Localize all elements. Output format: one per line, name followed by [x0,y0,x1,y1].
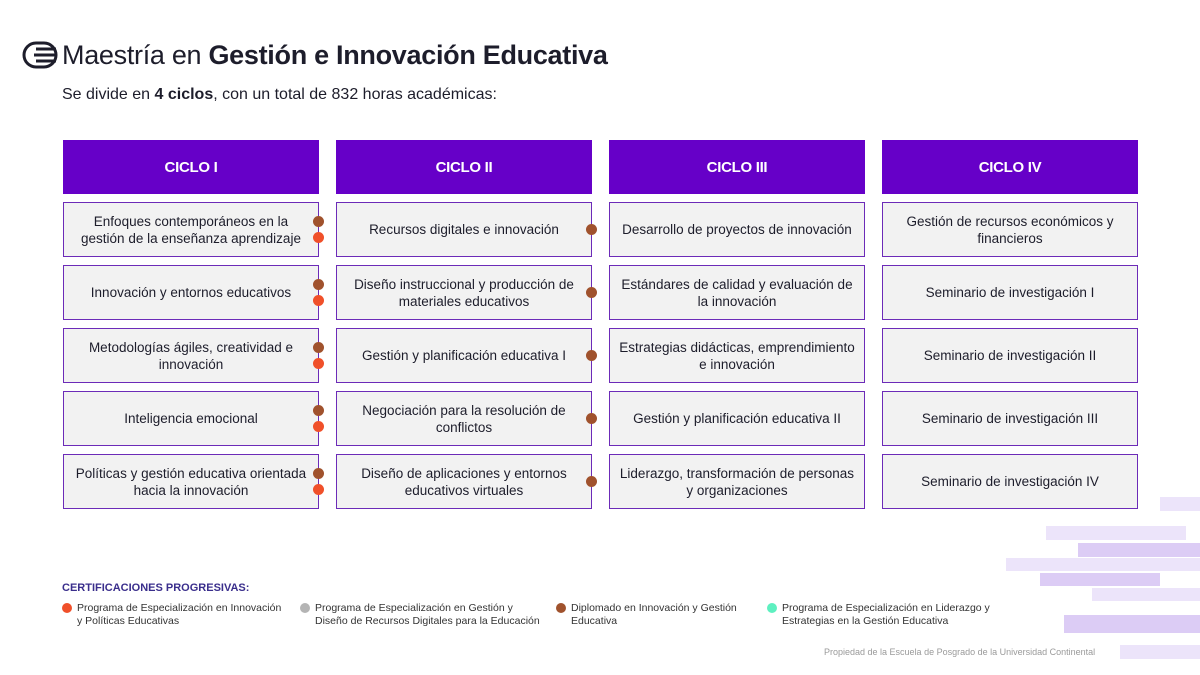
legend-dot-mint [767,603,777,613]
legend-line-2: Diseño de Recursos Digitales para la Educación [315,615,540,627]
certification-dot-brown [313,342,324,353]
certification-legend-item [300,602,540,628]
course-label: Seminario de investigación IV [921,474,1099,489]
course-box [63,202,319,257]
course-label: Metodologías ágiles, creatividad e innovación [88,339,294,372]
course-label: Inteligencia emocional [124,411,258,426]
decorative-bar [1092,588,1200,601]
certification-dot-brown [313,279,324,290]
cycle-column [609,140,865,509]
course-box [63,454,319,509]
course-box [336,391,592,446]
certification-dot-brown [313,405,324,416]
course-label: Gestión de recursos económicos y financieros [906,213,1114,246]
legend-line-2: y Políticas Educativas [77,615,180,627]
title-prefix: Maestría en [62,40,209,70]
legend-text [315,602,540,628]
course-label: Políticas y gestión educativa orientada hacia la innovación [75,465,307,498]
decorative-bar [1006,558,1200,571]
legend-dot-gray [300,603,310,613]
legend-line-2: Educativa [571,615,618,627]
cycle-header: CICLO I [63,140,319,194]
course-box [882,391,1138,446]
decorative-bar [1160,497,1200,511]
legend-line-1: Diplomado en Innovación y Gestión [571,602,737,614]
course-box [609,454,865,509]
cycle-column [336,140,592,509]
course-box [336,202,592,257]
page-title [62,38,608,72]
legend-line-1: Programa de Especialización en Innovación [77,602,282,614]
course-label: Diseño instruccional y producción de materiales educativos [354,276,574,309]
university-logo-icon [22,41,58,69]
course-box [63,265,319,320]
course-box [882,454,1138,509]
cycle-column [882,140,1138,509]
legend-text [782,602,990,628]
course-label: Seminario de investigación III [921,411,1099,426]
course-label: Estándares de calidad y evaluación de la innovación [621,276,853,309]
course-box [882,202,1138,257]
course-label: Recursos digitales e innovación [369,222,559,237]
cycle-header: CICLO III [609,140,865,194]
course-label: Desarrollo de proyectos de innovación [622,222,852,237]
legend-dot-brown [556,603,566,613]
legend-line-1: Programa de Especialización en Liderazgo y [782,602,990,614]
course-box [882,328,1138,383]
course-box [609,391,865,446]
decorative-bar [1040,573,1160,586]
certification-legend-item [556,602,737,628]
course-label: Liderazgo, transformación de personas y organizaciones [619,465,855,498]
certifications-title: CERTIFICACIONES PROGRESIVAS: [62,582,250,594]
course-label: Negociación para la resolución de conflictos [362,402,566,435]
course-label: Gestión y planificación educativa II [633,411,841,426]
cycle-column [63,140,319,509]
course-box [882,265,1138,320]
decorative-bar [1064,615,1200,633]
decorative-bar [1120,645,1200,659]
certification-dot-brown [586,224,597,235]
certification-dot-brown [313,468,324,479]
course-label: Seminario de investigación II [923,348,1097,363]
certification-dot-orange [313,232,324,243]
page-subtitle [62,85,497,105]
certification-dot-orange [313,358,324,369]
course-box [609,265,865,320]
course-label: Estrategias didácticas, emprendimiento e innovación [619,339,855,372]
certification-dot-brown [586,350,597,361]
certification-dot-brown [586,476,597,487]
footer-note: Propiedad de la Escuela de Posgrado de la Universidad Continental [824,647,1096,657]
subtitle-prefix: Se divide en [62,86,155,103]
decorative-bar [1078,543,1200,557]
legend-line-2: Estrategias en la Gestión Educativa [782,615,949,627]
decorative-bar [1046,526,1186,540]
course-box [336,454,592,509]
course-label: Gestión y planificación educativa I [361,348,567,363]
legend-text [571,602,737,628]
course-label: Seminario de investigación I [925,285,1095,300]
certification-dot-brown [586,413,597,424]
title-bold: Gestión e Innovación Educativa [208,40,608,70]
legend-line-1: Programa de Especialización en Gestión y [315,602,513,614]
certification-dot-brown [313,216,324,227]
course-label: Innovación y entornos educativos [90,285,292,300]
certification-legend-item [767,602,990,628]
course-box [63,391,319,446]
course-label: Diseño de aplicaciones y entornos educativos virtuales [361,465,567,498]
subtitle-suffix: , con un total de 832 horas académicas: [213,86,497,103]
legend-dot-orange [62,603,72,613]
course-box [336,265,592,320]
certification-dot-orange [313,295,324,306]
course-label: Enfoques contemporáneos en la gestión de la enseñanza aprendizaje [81,213,301,246]
cycle-header: CICLO II [336,140,592,194]
course-box [609,202,865,257]
course-box [63,328,319,383]
certification-dot-orange [313,484,324,495]
subtitle-bold: 4 ciclos [154,86,214,103]
certification-dot-brown [586,287,597,298]
cycle-header: CICLO IV [882,140,1138,194]
course-box [609,328,865,383]
certification-dot-orange [313,421,324,432]
certification-legend-item [62,602,281,628]
course-box [336,328,592,383]
legend-text [77,602,281,628]
